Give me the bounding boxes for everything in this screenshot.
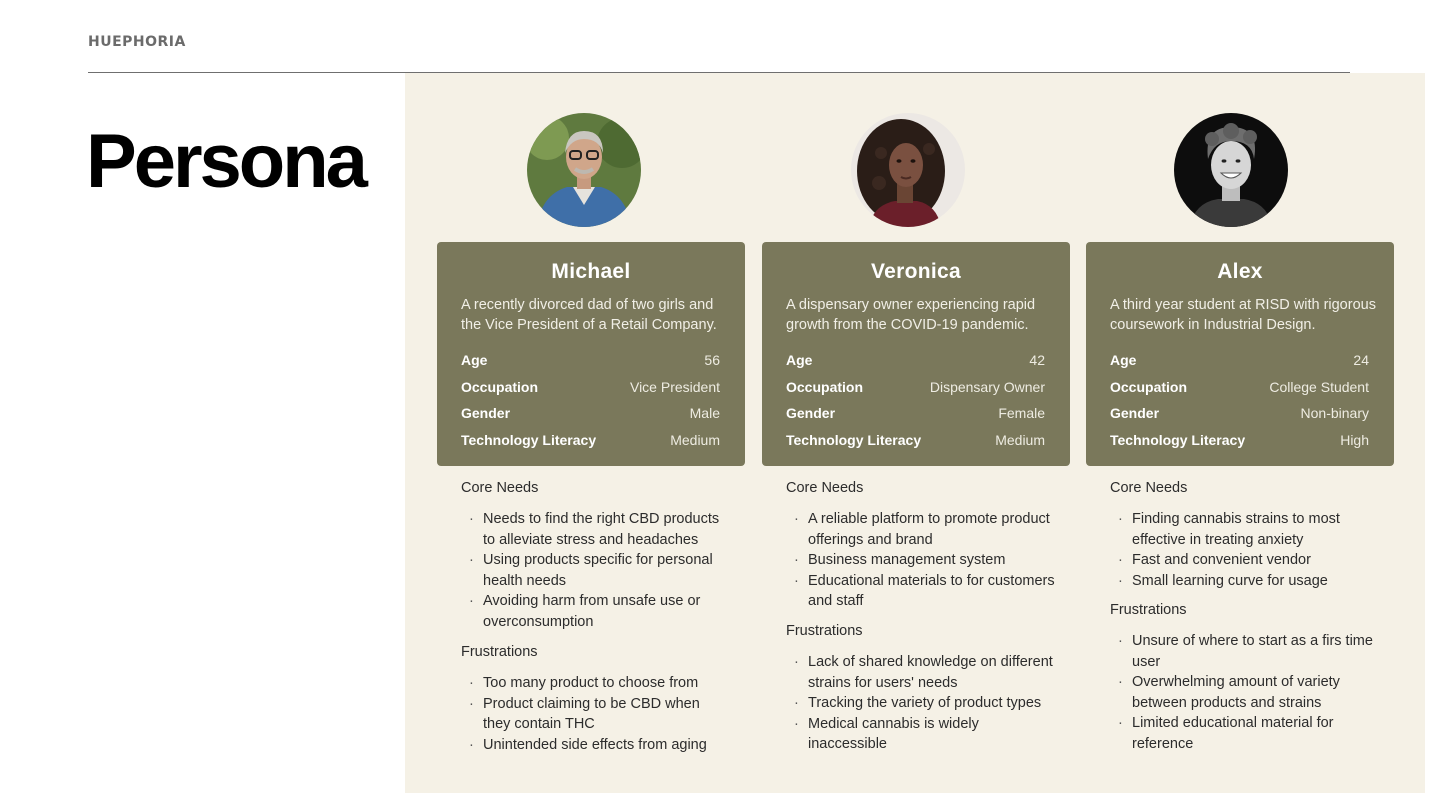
list-item: · Unsure of where to start as a firs time user	[1110, 631, 1380, 672]
attr-label: Occupation	[461, 379, 539, 395]
persona-card-michael	[437, 242, 745, 466]
list-item: · Too many product to choose from	[461, 673, 731, 694]
list-item: · Medical cannabis is widely inaccessible	[786, 714, 1056, 755]
page-title: Persona	[86, 119, 365, 204]
attr-gender	[1110, 403, 1369, 423]
attr-value: 56	[704, 352, 720, 368]
attr-occupation	[786, 377, 1045, 397]
list-item: · Needs to find the right CBD products to alleviate stress and headaches	[461, 509, 731, 550]
persona-panel	[405, 73, 1425, 793]
list-item: · Tracking the variety of product types	[786, 693, 1056, 714]
avatar-alex	[1174, 113, 1288, 227]
attr-value: Male	[689, 405, 720, 421]
attr-label: Occupation	[786, 379, 864, 395]
attr-label: Gender	[1110, 405, 1160, 421]
attr-technology-literacy	[461, 430, 720, 450]
list-item: · A reliable platform to promote product offerings and brand	[786, 509, 1056, 550]
persona-description: A third year student at RISD with rigorous coursework in Industrial Design.	[1110, 297, 1376, 333]
attr-value: Medium	[995, 432, 1045, 448]
list-item: · Educational materials to for customers and staff	[786, 571, 1056, 612]
frustrations-heading: Frustrations	[786, 623, 863, 639]
core-needs-list	[786, 509, 1056, 612]
persona-card-veronica	[762, 242, 1070, 466]
avatar-michael	[527, 113, 641, 227]
attr-label: Technology Literacy	[1110, 432, 1246, 448]
attr-label: Technology Literacy	[786, 432, 922, 448]
attr-label: Gender	[786, 405, 836, 421]
persona-name: Veronica	[871, 260, 961, 283]
attr-age	[461, 350, 720, 370]
attr-gender	[461, 403, 720, 423]
attr-value: Dispensary Owner	[929, 379, 1045, 395]
portrait-michael-icon	[527, 113, 641, 227]
attr-label: Age	[1110, 352, 1137, 368]
attr-technology-literacy	[1110, 430, 1369, 450]
attr-age	[786, 350, 1045, 370]
attr-value: Medium	[670, 432, 720, 448]
core-needs-list	[1110, 509, 1380, 591]
list-item: · Overwhelming amount of variety between products and strains	[1110, 672, 1380, 713]
attr-label: Technology Literacy	[461, 432, 597, 448]
persona-description: A recently divorced dad of two girls and the Vice President of a Retail Company.	[461, 297, 717, 333]
persona-card-alex	[1086, 242, 1394, 466]
list-item: · Unintended side effects from aging	[461, 735, 731, 756]
attr-value: College Student	[1269, 379, 1369, 395]
attr-technology-literacy	[786, 430, 1045, 450]
list-item: · Business management system	[786, 550, 1056, 571]
frustrations-list	[461, 673, 731, 755]
core-needs-heading: Core Needs	[786, 480, 864, 496]
list-item: · Using products specific for personal health needs	[461, 550, 731, 591]
attr-label: Age	[461, 352, 488, 368]
attr-age	[1110, 350, 1369, 370]
avatar-veronica	[851, 113, 965, 227]
brand-logo-text: HUEPHORIA	[88, 34, 186, 50]
list-item: · Limited educational material for reference	[1110, 713, 1380, 754]
list-item: · Finding cannabis strains to most effective in treating anxiety	[1110, 509, 1380, 550]
core-needs-heading: Core Needs	[1110, 480, 1188, 496]
attr-value: Vice President	[629, 379, 720, 395]
portrait-veronica-icon	[851, 113, 965, 227]
attr-gender	[786, 403, 1045, 423]
attr-value: Female	[998, 405, 1045, 421]
core-needs-heading: Core Needs	[461, 480, 539, 496]
frustrations-heading: Frustrations	[461, 644, 538, 660]
list-item: · Avoiding harm from unsafe use or overconsumption	[461, 591, 731, 632]
persona-name: Alex	[1217, 260, 1263, 283]
list-item: · Fast and convenient vendor	[1110, 550, 1380, 571]
attr-occupation	[461, 377, 720, 397]
attr-label: Occupation	[1110, 379, 1188, 395]
frustrations-heading: Frustrations	[1110, 602, 1187, 618]
portrait-alex-icon	[1174, 113, 1288, 227]
attr-label: Age	[786, 352, 813, 368]
frustrations-list	[786, 652, 1056, 755]
attr-value: High	[1340, 432, 1369, 448]
frustrations-list	[1110, 631, 1380, 754]
persona-name: Michael	[551, 260, 631, 283]
attr-value: 24	[1353, 352, 1369, 368]
list-item: · Lack of shared knowledge on different strains for users' needs	[786, 652, 1056, 693]
attr-value: 42	[1029, 352, 1045, 368]
core-needs-list	[461, 509, 731, 632]
list-item: · Small learning curve for usage	[1110, 571, 1380, 592]
persona-description: A dispensary owner experiencing rapid growth from the COVID-19 pandemic.	[786, 297, 1036, 333]
attr-label: Gender	[461, 405, 511, 421]
attr-occupation	[1110, 377, 1369, 397]
list-item: · Product claiming to be CBD when they contain THC	[461, 694, 731, 735]
attr-value: Non-binary	[1300, 405, 1369, 421]
